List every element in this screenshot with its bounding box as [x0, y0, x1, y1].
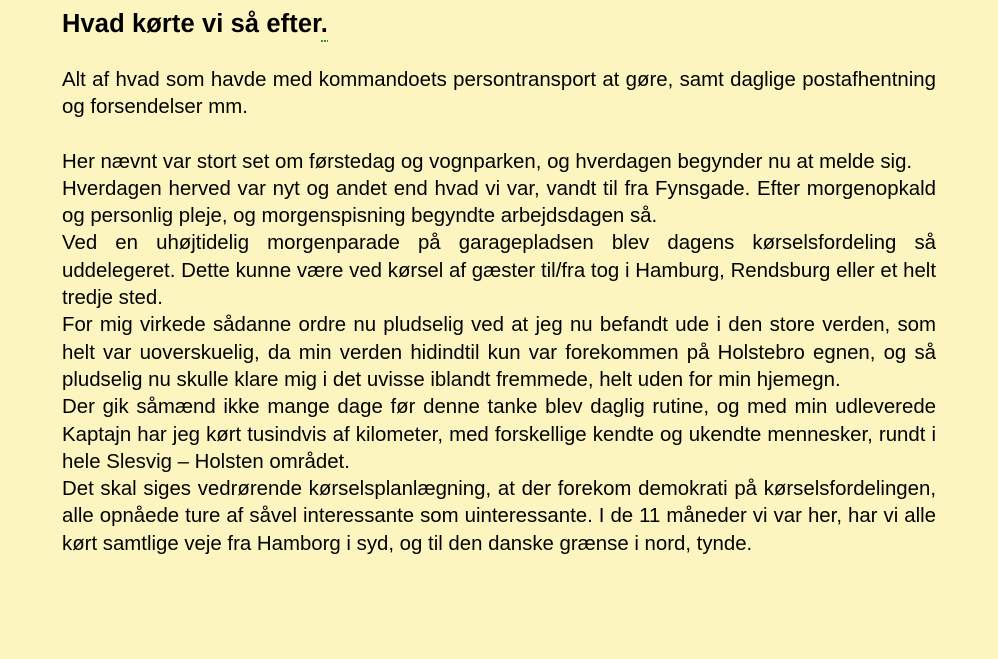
paragraph-hverdagen: Hverdagen herved var nyt og andet end hvad vi var, vandt til fra Fynsgade. Efter morgenopkald og personlig pleje, og morgenspisning begyndte arbejdsdagen så.: [62, 177, 936, 228]
document-page: [62, 0, 936, 558]
paragraph-morgenparade: Ved en uhøjtidelig morgenparade på garagepladsen blev dagens kørselsfordeling så uddelegeret. Dette kunne være ved kørsel af gæster til/fra tog i Hamburg, Rendsburg eller et helt tredje sted.: [62, 232, 936, 310]
paragraph-persontransport: Alt af hvad som havde med kommandoets persontransport at gøre, samt daglige postafhentning og forsendelser mm.: [62, 69, 936, 119]
paragraph-daglig-rutine: Der gik såmænd ikke mange dage før denne tanke blev daglig rutine, og med min udleverede Kaptajn har jeg kørt tusindvis af kilometer, med forskellige kendte og ukendte mennesker, rundt i hele Slesvig – Holsten området.: [62, 396, 936, 473]
title-period: .: [320, 10, 328, 38]
document-title: [62, 0, 936, 40]
paragraph-foerstedag: Her nævnt var stort set om førstedag og vognparken, og hverdagen begynder nu at melde sig.: [62, 150, 913, 173]
paragraph-store-verden: For mig virkede sådanne ordre nu pludselig ved at jeg nu befandt ude i den store verden, som helt var uoverskuelig, da min verden hidindtil kun var forekommen på Holstebro egnen, og så pludselig nu skulle klare mig i det uvisse iblandt fremmede, helt uden for min hjemegn.: [62, 314, 936, 391]
paragraph-koerselsplanlaegning: Det skal siges vedrørende kørselsplanlægning, at der forekom demokrati på kørselsfordelingen, alle opnåede ture af såvel interessante som uinteressante. I de 11 måneder vi var her, har vi alle kørt samtlige veje fra Hamborg i syd, og til den danske grænse i nord, tynde.: [62, 478, 936, 555]
title-text: Hvad kørte vi så efter: [62, 10, 321, 38]
